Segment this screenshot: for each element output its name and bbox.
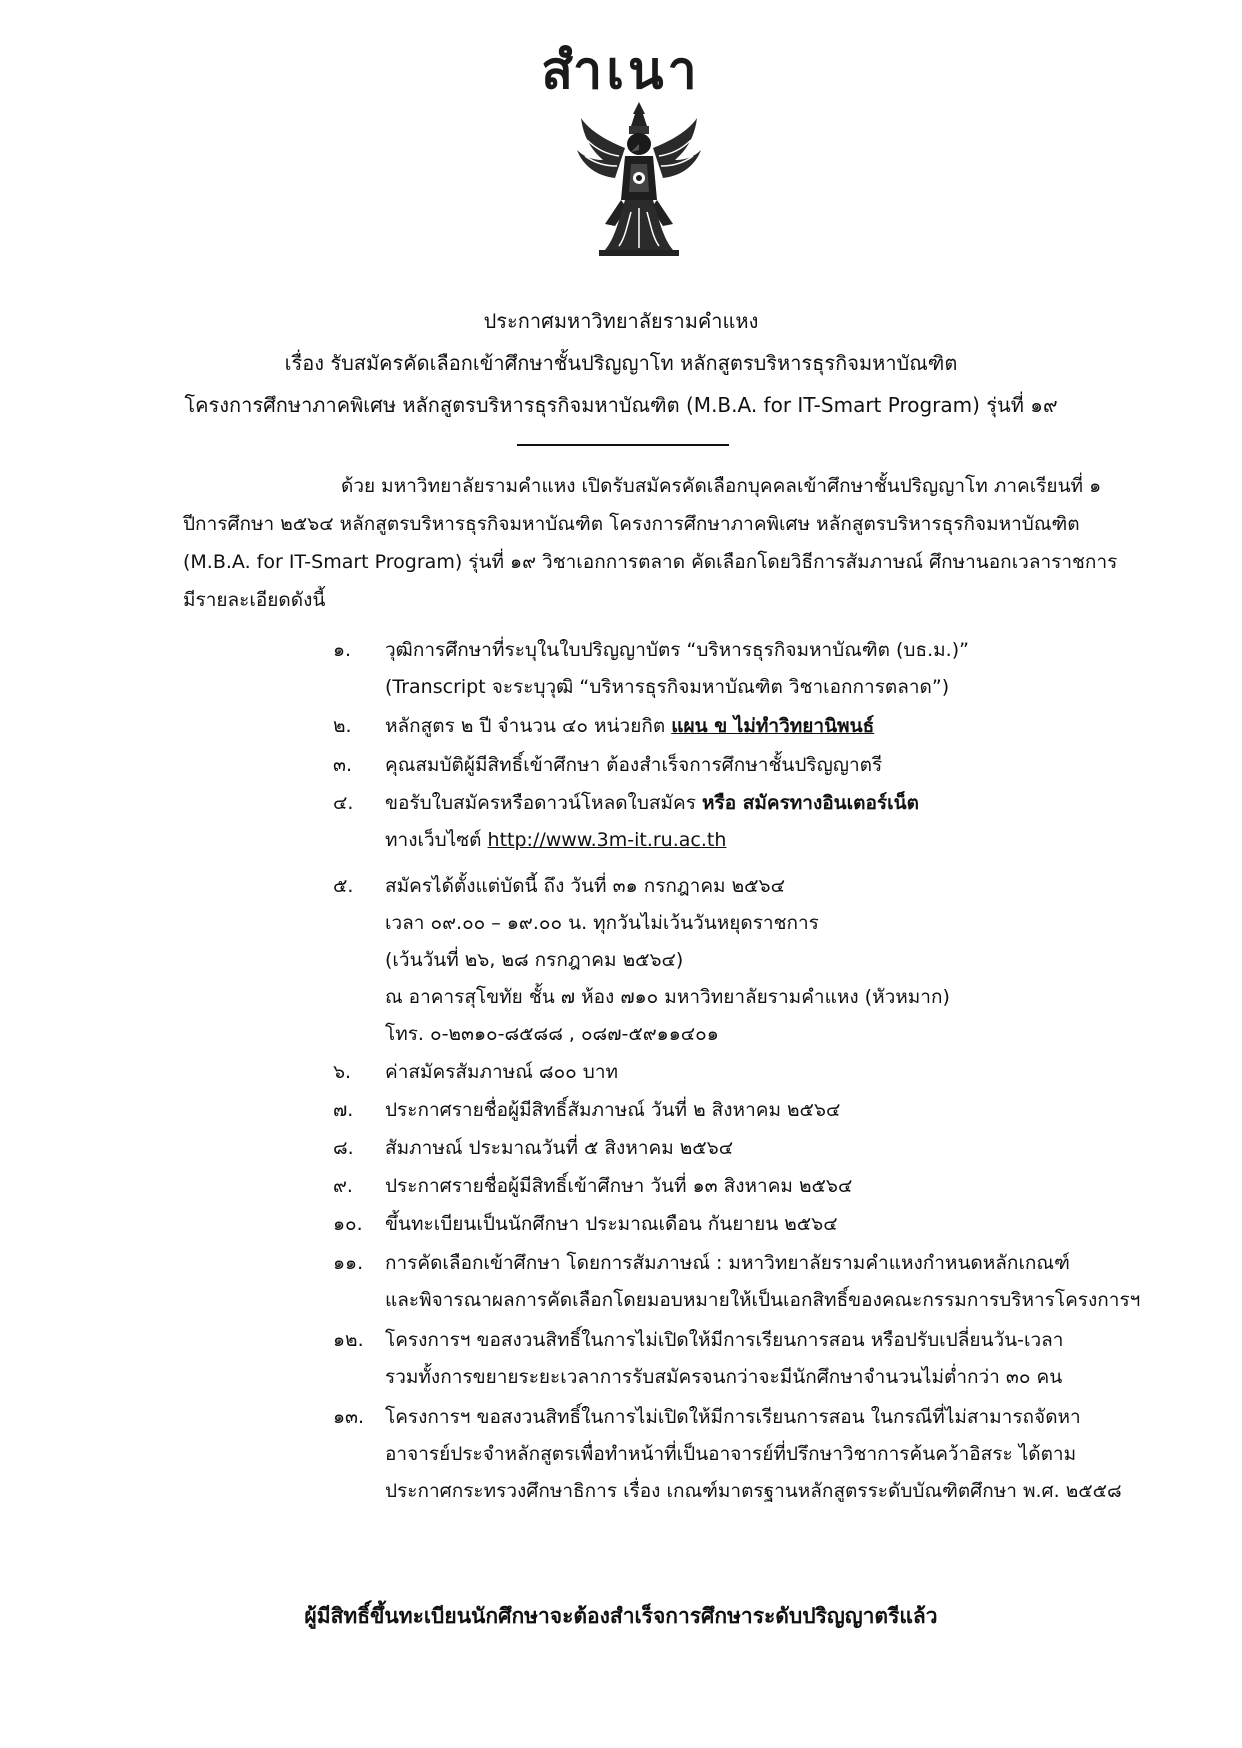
- item-text: (Transcript จะระบุวุฒิ “บริหารธุรกิจมหาบัณฑิต วิชาเอกการตลาด”): [385, 676, 950, 698]
- item-number: ๖.: [333, 1061, 352, 1083]
- garuda-emblem-icon: [575, 100, 703, 260]
- heading-line-3: โครงการศึกษาภาคพิเศษ หลักสูตรบริหารธุรกิจมหาบัณฑิต (M.B.A. for IT-Smart Program) รุ่นที่ ๑๙: [184, 393, 1058, 417]
- item-text: โครงการฯ ขอสงวนสิทธิ์ในการไม่เปิดให้มีการเรียนการสอน หรือปรับเปลี่ยนวัน-เวลา: [385, 1329, 1064, 1351]
- item-number: ๗.: [333, 1099, 354, 1121]
- heading-divider: [517, 444, 729, 446]
- item-text: โทร. ๐-๒๓๑๐-๘๕๘๘ , ๐๘๗-๕๙๑๑๔๐๑: [385, 1023, 719, 1045]
- online-emphasis: หรือ สมัครทางอินเตอร์เน็ต: [701, 792, 919, 814]
- item-text: วุฒิการศึกษาที่ระบุในใบปริญญาบัตร “บริหารธุรกิจมหาบัณฑิต (บธ.ม.)”: [385, 639, 969, 661]
- item-number: ๑๓.: [333, 1406, 365, 1428]
- item-number: ๑.: [333, 639, 352, 661]
- item-number: ๘.: [333, 1137, 354, 1159]
- heading-line-1: ประกาศมหาวิทยาลัยรามคำแหง: [483, 309, 759, 333]
- item-number: ๑๐.: [333, 1213, 363, 1235]
- item-text: (เว้นวันที่ ๒๖, ๒๘ กรกฎาคม ๒๕๖๔): [385, 949, 684, 971]
- item-number: ๙.: [333, 1175, 353, 1197]
- intro-line-3: (M.B.A. for IT-Smart Program) รุ่นที่ ๑๙ วิชาเอกการตลาด คัดเลือกโดยวิธีการสัมภาษณ์ ศึกษานอกเวลาราชการ: [183, 551, 1118, 573]
- intro-line-2: ปีการศึกษา ๒๕๖๔ หลักสูตรบริหารธุรกิจมหาบัณฑิต โครงการศึกษาภาคพิเศษ หลักสูตรบริหารธุรกิจมหาบัณฑิต: [183, 513, 1080, 535]
- intro-line-1: ด้วย มหาวิทยาลัยรามคำแหง เปิดรับสมัครคัดเลือกบุคคลเข้าศึกษาชั้นปริญญาโท ภาคเรียนที่ ๑: [341, 475, 1102, 497]
- item-number: ๔.: [333, 792, 354, 814]
- item-text: คุณสมบัติผู้มีสิทธิ์เข้าศึกษา ต้องสำเร็จการศึกษาชั้นปริญญาตรี: [385, 754, 883, 776]
- item-text: ประกาศรายชื่อผู้มีสิทธิ์เข้าศึกษา วันที่ ๑๓ สิงหาคม ๒๕๖๔: [385, 1175, 853, 1197]
- footer-note: ผู้มีสิทธิ์ขึ้นทะเบียนนักศึกษาจะต้องสำเร็จการศึกษาระดับปริญญาตรีแล้ว: [304, 1604, 938, 1628]
- item-text: และพิจารณาผลการคัดเลือกโดยมอบหมายให้เป็นเอกสิทธิ์ของคณะกรรมการบริหารโครงการฯ: [385, 1289, 1141, 1311]
- item-text: ขึ้นทะเบียนเป็นนักศึกษา ประมาณเดือน กันยายน ๒๕๖๔: [385, 1213, 838, 1235]
- item-number: ๑๒.: [333, 1329, 364, 1351]
- item-number: ๕.: [333, 875, 354, 897]
- copy-stamp: สำเนา: [541, 40, 701, 101]
- item-text: สมัครได้ตั้งแต่บัดนี้ ถึง วันที่ ๓๑ กรกฎาคม ๒๕๖๔: [385, 875, 785, 897]
- plan-emphasis: แผน ข ไม่ทำวิทยานิพนธ์: [671, 715, 875, 737]
- item-number: ๒.: [333, 715, 352, 737]
- item-text: ประกาศรายชื่อผู้มีสิทธิ์สัมภาษณ์ วันที่ ๒ สิงหาคม ๒๕๖๔: [385, 1099, 841, 1121]
- item-text: อาจารย์ประจำหลักสูตรเพื่อทำหน้าที่เป็นอาจารย์ที่ปรึกษาวิชาการค้นคว้าอิสระ ได้ตาม: [385, 1443, 1077, 1465]
- item-text: ณ อาคารสุโขทัย ชั้น ๗ ห้อง ๗๑๐ มหาวิทยาลัยรามคำแหง (หัวหมาก): [385, 986, 950, 1008]
- item-text: ประกาศกระทรวงศึกษาธิการ เรื่อง เกณฑ์มาตรฐานหลักสูตรระดับบัณฑิตศึกษา พ.ศ. ๒๕๕๘: [385, 1480, 1122, 1502]
- item-text: ค่าสมัครสัมภาษณ์ ๘๐๐ บาท: [385, 1061, 619, 1083]
- item-text: ขอรับใบสมัครหรือดาวน์โหลดใบสมัคร หรือ สมัครทางอินเตอร์เน็ต: [385, 792, 919, 814]
- item-text: เวลา ๐๙.๐๐ – ๑๙.๐๐ น. ทุกวันไม่เว้นวันหยุดราชการ: [385, 912, 819, 934]
- intro-line-4: มีรายละเอียดดังนี้: [183, 589, 326, 611]
- item-text: ทางเว็บไซต์ http://www.3m-it.ru.ac.th: [385, 829, 727, 851]
- heading-line-2: เรื่อง รับสมัครคัดเลือกเข้าศึกษาชั้นปริญญาโท หลักสูตรบริหารธุรกิจมหาบัณฑิต: [284, 351, 958, 375]
- item-text: สัมภาษณ์ ประมาณวันที่ ๕ สิงหาคม ๒๕๖๔: [385, 1137, 734, 1159]
- item-text: โครงการฯ ขอสงวนสิทธิ์ในการไม่เปิดให้มีการเรียนการสอน ในกรณีที่ไม่สามารถจัดหา: [385, 1406, 1081, 1428]
- item-text: การคัดเลือกเข้าศึกษา โดยการสัมภาษณ์ : มหาวิทยาลัยรามคำแหงกำหนดหลักเกณฑ์: [385, 1252, 1070, 1274]
- item-number: ๓.: [333, 754, 353, 776]
- item-text: รวมทั้งการขยายระยะเวลาการรับสมัครจนกว่าจะมีนักศึกษาจำนวนไม่ต่ำกว่า ๓๐ คน: [385, 1366, 1063, 1388]
- website-link[interactable]: http://www.3m-it.ru.ac.th: [487, 829, 727, 851]
- item-text: หลักสูตร ๒ ปี จำนวน ๔๐ หน่วยกิต แผน ข ไม่ทำวิทยานิพนธ์: [385, 715, 875, 737]
- item-number: ๑๑.: [333, 1252, 364, 1274]
